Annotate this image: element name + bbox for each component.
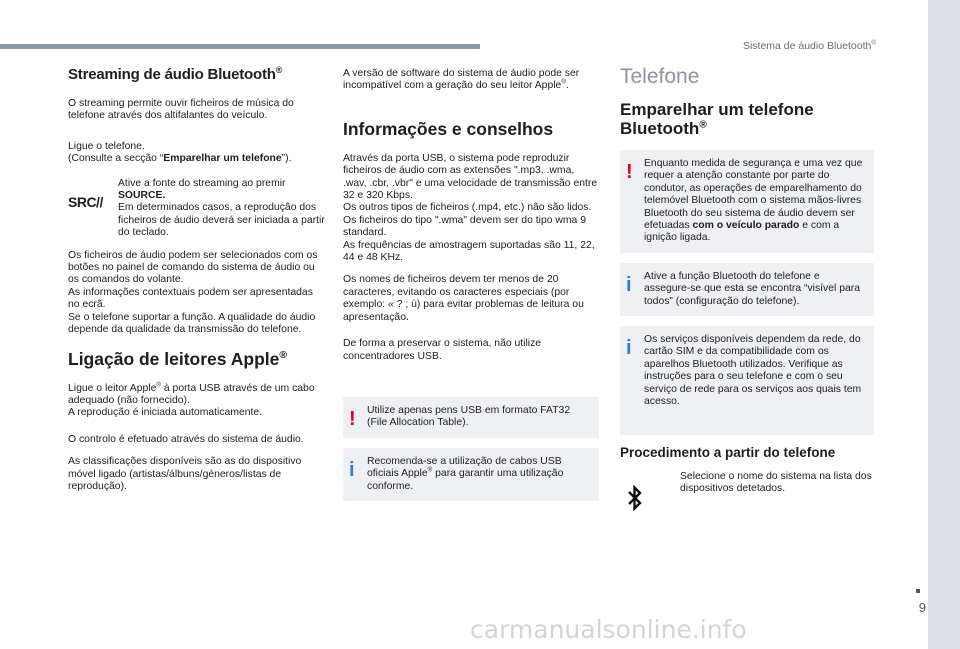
paragraph-apple-2: A reprodução é iniciada automaticamente. xyxy=(68,407,263,419)
heading-streaming: Streaming de áudio Bluetooth® xyxy=(68,65,283,83)
info-icon: i xyxy=(626,337,632,360)
warning-icon: ! xyxy=(626,161,633,183)
column-2 xyxy=(343,58,599,501)
source-instruction xyxy=(68,178,326,240)
paragraph-ficheiros-1: Os ficheiros de áudio podem ser selecionados com os botões no painel de comando do sistema de áudio ou os comandos do volante. xyxy=(68,249,318,286)
box-servicos-text: Os serviços disponíveis dependem da rede, do cartão SIM e da compatibilidade com os aparelhos Bluetooth utilizados. Verifique as instruções para o seu telefone e com o seu serviço de rede para os serviços aos quais tem acesso. xyxy=(644,334,862,408)
paragraph-controlo: O controlo é efetuado através do sistema de áudio. xyxy=(68,433,304,445)
paragraph-versao: A versão de software do sistema de áudio pode ser incompatível com a geração do seu leitor Apple®. xyxy=(343,68,580,92)
paragraph-ficheiros-3: Se o telefone suportar a função. A qualidade do áudio depende da qualidade da transmissão do telefone. xyxy=(68,311,316,336)
warning-box-seguranca xyxy=(620,150,874,253)
page-sidebar xyxy=(928,0,960,649)
paragraph-usb-4: As frequências de amostragem suportadas são 11, 22, 44 e 48 KHz. xyxy=(343,239,595,264)
box-fat32-text: Utilize apenas pens USB em formato FAT32 (File Allocation Table). xyxy=(367,404,571,429)
paragraph-usb-2: Os outros tipos de ficheiros (.mp4, etc.) não são lidos. xyxy=(343,202,592,214)
src-button-icon: SRC// xyxy=(68,193,103,210)
page-header-title: Sistema de áudio Bluetooth® xyxy=(742,39,876,52)
paragraph-usb-1: Através da porta USB, o sistema pode reproduzir ficheiros de áudio com as extensões ".mp3, .wma, .wav, .cbr, .vbr" e uma velocidade de transmissão entre 32 e 320 Kbps. xyxy=(343,152,598,202)
heading-emparelhar: Emparelhar um telefone Bluetooth® xyxy=(620,100,814,138)
column-1 xyxy=(68,58,326,493)
heading-telefone: Telefone xyxy=(620,65,700,88)
paragraph-apple-1: Ligue o leitor Apple® à porta USB através de um cabo adequado (não fornecido). xyxy=(68,381,315,406)
info-box-cabos xyxy=(343,448,599,501)
info-icon: i xyxy=(626,273,632,296)
paragraph-nomes: Os nomes de ficheiros devem ter menos de 20 caracteres, evitando os caracteres especiais (por exemplo: « ? ; ù) para evitar problemas de leitura ou apresentação. xyxy=(343,274,584,323)
paragraph-ligue-2: (Consulte a secção “Emparelhar um telefone”). xyxy=(68,153,292,165)
paragraph-ligue-1: Ligue o telefone. xyxy=(68,140,145,152)
warning-icon: ! xyxy=(349,407,356,430)
watermark: carmanualsonline.info xyxy=(470,615,747,644)
box-cabos-text: Recomenda-se a utilização de cabos USB oficiais Apple® para garantir uma utilização conforme. xyxy=(367,455,564,492)
source-text-1: Ative a fonte do streaming ao premir xyxy=(118,177,286,189)
paragraph-ficheiros-2: As informações contextuais podem ser apresentadas no ecrã. xyxy=(68,286,313,311)
info-box-servicos xyxy=(620,326,874,434)
column-3 xyxy=(620,58,874,516)
info-box-ative xyxy=(620,263,874,316)
paragraph-streaming: O streaming permite ouvir ficheiros de música do telefone através dos altifalantes do veículo. xyxy=(68,98,294,122)
bluetooth-instruction xyxy=(620,471,874,516)
page-number: 9 xyxy=(918,600,926,615)
warning-box-fat32 xyxy=(343,397,599,438)
heading-informacoes: Informações e conselhos xyxy=(343,118,554,139)
paragraph-classificacoes: As classificações disponíveis são as do dispositivo móvel ligado (artistas/álbuns/géneros/listas de reprodução). xyxy=(68,456,302,492)
heading-apple: Ligação de leitores Apple® xyxy=(68,348,288,369)
source-text-2: SOURCE. xyxy=(118,190,166,202)
heading-procedimento: Procedimento a partir do telefone xyxy=(620,444,836,460)
bluetooth-icon xyxy=(620,471,680,516)
paragraph-selecione: Selecione o nome do sistema na lista dos dispositivos detetados. xyxy=(680,470,872,494)
box-ative-text: Ative a função Bluetooth do telefone e assegure-se que esta se encontra “visível para todos” (configuração do telefone). xyxy=(644,270,861,307)
info-icon: i xyxy=(349,458,355,481)
paragraph-preservar: De forma a preservar o sistema, não utilize concentradores USB. xyxy=(343,338,542,362)
header-rule xyxy=(0,44,480,49)
box-seguranca-text: Enquanto medida de segurança e uma vez que requer a atenção constante por parte do condutor, as operações de emparelhamento do telemóvel Bluetooth com o sistema mãos-livres Bluetooth do seu sistema de áudio devem ser efetuadas com o veículo parado e com a ignição ligada. xyxy=(644,158,863,244)
source-text-3: Em determinados casos, a reprodução dos ficheiros de áudio deverá ser iniciada a partir do teclado. xyxy=(118,202,325,239)
paragraph-usb-3: Os ficheiros do tipo ".wma" devem ser do tipo wma 9 standard. xyxy=(343,214,586,239)
page-dot xyxy=(916,589,920,593)
